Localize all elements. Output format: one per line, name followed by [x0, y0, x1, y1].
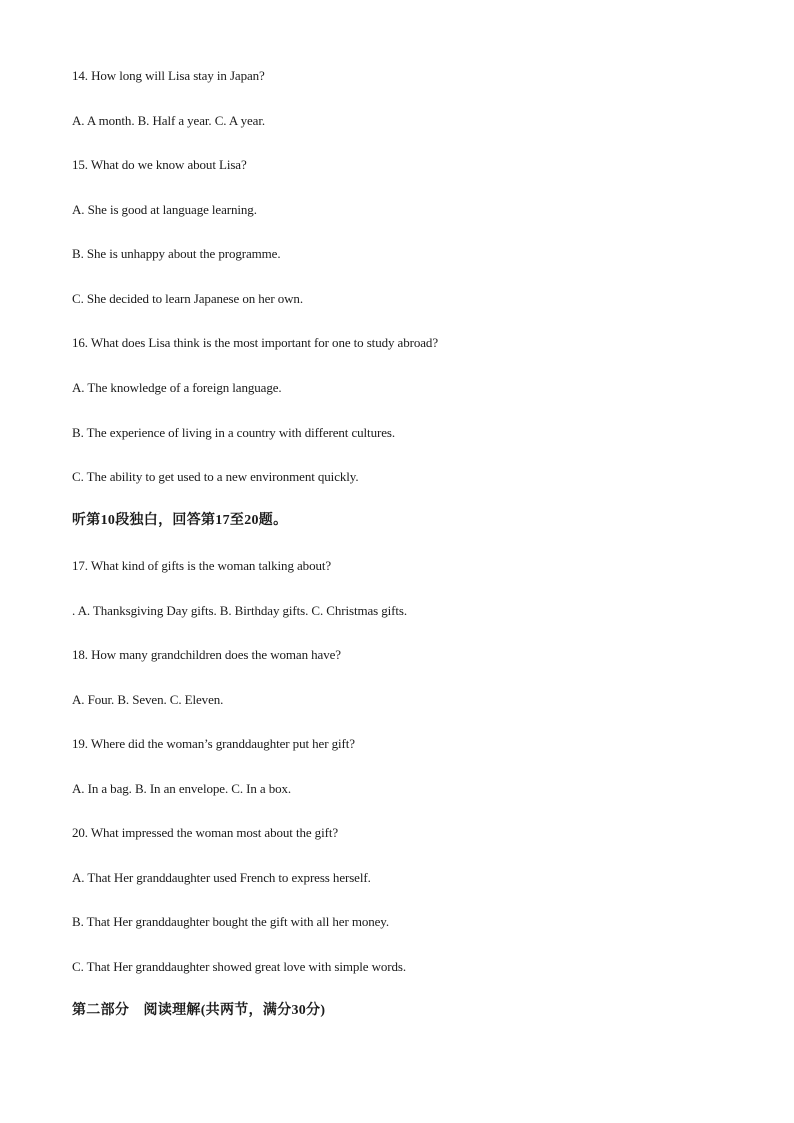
question-14-options: A. A month. B. Half a year. C. A year. — [72, 113, 265, 128]
question-19-options: A. In a bag. B. In an envelope. C. In a box. — [72, 781, 292, 796]
question-17: 17. What kind of gifts is the woman talking about? — [72, 558, 332, 573]
question-20: 20. What impressed the woman most about the gift? — [72, 825, 338, 840]
question-16-option-c: C. The ability to get used to a new environment quickly. — [72, 469, 359, 484]
question-14: 14. How long will Lisa stay in Japan? — [72, 68, 265, 83]
section-heading-part-two: 第二部分 阅读理解(共两节，满分30分) — [72, 1003, 326, 1018]
question-18-options: A. Four. B. Seven. C. Eleven. — [72, 692, 224, 707]
question-15-option-c: C. She decided to learn Japanese on her own. — [72, 291, 303, 306]
question-16-option-b: B. The experience of living in a country with different cultures. — [72, 425, 395, 440]
question-16: 16. What does Lisa think is the most important for one to study abroad? — [72, 335, 438, 350]
question-19: 19. Where did the woman’s granddaughter put her gift? — [72, 736, 355, 751]
question-20-option-c: C. That Her granddaughter showed great love with simple words. — [72, 959, 407, 974]
question-17-options: . A. Thanksgiving Day gifts. B. Birthday gifts. C. Christmas gifts. — [72, 603, 408, 618]
question-20-option-a: A. That Her granddaughter used French to express herself. — [72, 870, 371, 885]
question-15-option-b: B. She is unhappy about the programme. — [72, 246, 281, 261]
question-15-option-a: A. She is good at language learning. — [72, 202, 257, 217]
question-15: 15. What do we know about Lisa? — [72, 157, 247, 172]
question-16-option-a: A. The knowledge of a foreign language. — [72, 380, 282, 395]
section-heading-monologue-10: 听第10段独白，回答第17至20题。 — [72, 513, 288, 528]
question-18: 18. How many grandchildren does the woman have? — [72, 647, 341, 662]
question-20-option-b: B. That Her granddaughter bought the gift with all her money. — [72, 914, 390, 929]
